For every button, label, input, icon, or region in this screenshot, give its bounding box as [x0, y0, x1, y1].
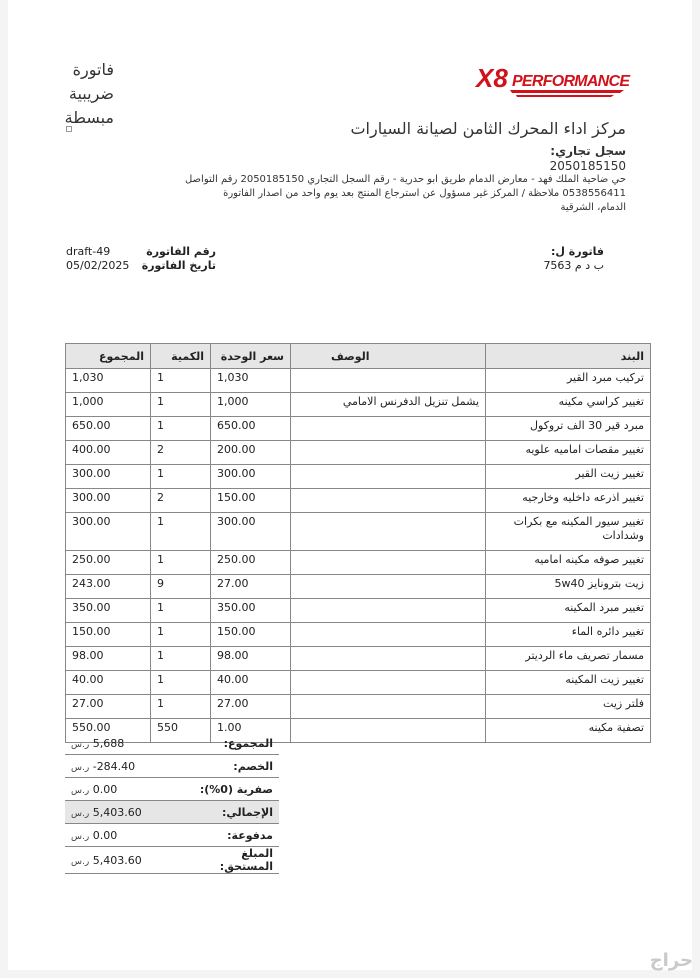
subtotal-value — [65, 732, 187, 755]
cell-unit-price: 1,000 — [211, 393, 291, 417]
invoice-number-label: رقم الفاتورة — [146, 245, 216, 258]
cell-item: تركيب مبرد القير — [486, 369, 651, 393]
cell-unit-price: 150.00 — [211, 489, 291, 513]
cell-item: مسمار تصريف ماء الرديتر — [486, 647, 651, 671]
tax-row — [65, 778, 279, 801]
subtotal-label: المجموع: — [187, 732, 279, 755]
cell-total: 400.00 — [66, 441, 151, 465]
invoice-number-value: draft-49 — [66, 245, 111, 258]
discount-value — [65, 755, 187, 778]
table-row — [66, 647, 651, 671]
cell-unit-price: 300.00 — [211, 465, 291, 489]
cell-unit-price: 40.00 — [211, 671, 291, 695]
cell-unit-price: 200.00 — [211, 441, 291, 465]
cell-qty: 9 — [151, 575, 211, 599]
cell-total: 300.00 — [66, 513, 151, 551]
cell-unit-price: 1,030 — [211, 369, 291, 393]
currency: ر.س — [71, 762, 90, 773]
cell-unit-price: 1.00 — [211, 719, 291, 743]
doc-title-line-3: مبسطة — [64, 108, 114, 127]
cell-item: مبرد قير 30 الف تروكول — [486, 417, 651, 441]
cell-total: 550.00 — [66, 719, 151, 743]
cell-item: تغيير زيت المكينه — [486, 671, 651, 695]
company-info — [66, 118, 626, 215]
currency: ر.س — [71, 808, 90, 819]
cell-qty: 1 — [151, 465, 211, 489]
cell-description — [291, 695, 486, 719]
cell-description — [291, 465, 486, 489]
table-row — [66, 369, 651, 393]
cell-qty: 1 — [151, 599, 211, 623]
subtotal-row — [65, 732, 279, 755]
cell-total: 243.00 — [66, 575, 151, 599]
cell-item: تغيير زيت القير — [486, 465, 651, 489]
header-qty: الكمية — [151, 344, 211, 369]
company-name: مركز اداء المحرك الثامن لصيانة السيارات — [350, 119, 626, 138]
cell-qty: 1 — [151, 647, 211, 671]
cr-label: سجل تجاري: — [550, 144, 626, 158]
cell-description — [291, 551, 486, 575]
bill-to-value: ب د م 7563 — [543, 259, 604, 272]
cell-description — [291, 441, 486, 465]
cell-description — [291, 513, 486, 551]
cell-qty: 1 — [151, 393, 211, 417]
table-row — [66, 599, 651, 623]
cell-qty: 1 — [151, 369, 211, 393]
cell-unit-price: 98.00 — [211, 647, 291, 671]
amount-due-value — [65, 847, 187, 874]
cell-qty: 1 — [151, 551, 211, 575]
invoice-page — [8, 0, 692, 970]
cell-qty: 2 — [151, 489, 211, 513]
cr-number: 2050185150 — [549, 159, 626, 173]
tax-label: صفرية (0%): — [187, 778, 279, 801]
invoice-date-label: تاريخ الفاتورة — [141, 259, 216, 272]
subtotal-amount: 5,688 — [92, 736, 125, 750]
address-line-3: الدمام، الشرقية — [560, 202, 626, 213]
cell-total: 300.00 — [66, 489, 151, 513]
items-table — [65, 343, 651, 743]
cell-unit-price: 27.00 — [211, 575, 291, 599]
paid-row — [65, 824, 279, 847]
grand-total-row — [65, 801, 279, 824]
cell-description — [291, 575, 486, 599]
cell-qty: 1 — [151, 623, 211, 647]
cell-item: تغيير كراسي مكينه — [486, 393, 651, 417]
doc-title-line-1: فاتورة — [72, 60, 114, 79]
cell-qty: 2 — [151, 441, 211, 465]
cell-total: 40.00 — [66, 671, 151, 695]
cell-qty: 1 — [151, 671, 211, 695]
header-unit-price: سعر الوحدة — [211, 344, 291, 369]
cell-total: 150.00 — [66, 623, 151, 647]
totals-table — [65, 732, 279, 874]
table-row — [66, 417, 651, 441]
x8-performance-logo — [474, 62, 634, 98]
header-total: المجموع — [66, 344, 151, 369]
header-description: الوصف — [291, 344, 486, 369]
cell-item: تغيير مبرد المكينه — [486, 599, 651, 623]
table-row — [66, 551, 651, 575]
currency: ر.س — [71, 831, 90, 842]
table-header-row — [66, 344, 651, 369]
svg-text:PERFORMANCE: PERFORMANCE — [512, 73, 630, 90]
cell-unit-price: 300.00 — [211, 513, 291, 551]
cell-description — [291, 599, 486, 623]
cell-unit-price: 150.00 — [211, 623, 291, 647]
currency: ر.س — [71, 856, 90, 867]
paid-amount: 0.00 — [92, 828, 118, 842]
cell-qty: 1 — [151, 417, 211, 441]
cell-item: تغيير دائره الماء — [486, 623, 651, 647]
bill-to — [454, 245, 604, 273]
address-line-2: 0538556411 ملاحظة / المركز غير مسؤول عن استرجاع المنتج بعد يوم واحد من اصدار الفاتورة — [223, 188, 626, 199]
amount-due-row — [65, 847, 279, 874]
cell-unit-price: 27.00 — [211, 695, 291, 719]
grand-total-label: الإجمالي: — [187, 801, 279, 824]
cell-description — [291, 719, 486, 743]
grand-total-amount: 5,403.60 — [92, 805, 142, 819]
table-row — [66, 393, 651, 417]
table-row — [66, 671, 651, 695]
table-row — [66, 513, 651, 551]
haraj-watermark: حراج — [649, 950, 693, 971]
discount-label: الخصم: — [187, 755, 279, 778]
svg-text:X8: X8 — [476, 63, 508, 93]
table-row — [66, 441, 651, 465]
currency: ر.س — [71, 785, 90, 796]
tax-amount: 0.00 — [92, 782, 118, 796]
cell-total: 1,000 — [66, 393, 151, 417]
cell-description — [291, 647, 486, 671]
cell-qty: 1 — [151, 513, 211, 551]
invoice-meta — [66, 245, 216, 273]
cell-total: 1,030 — [66, 369, 151, 393]
paid-label: مدفوعة: — [187, 824, 279, 847]
discount-row — [65, 755, 279, 778]
grand-total-value — [65, 801, 187, 824]
cell-qty: 550 — [151, 719, 211, 743]
cell-description — [291, 671, 486, 695]
cell-item: تصفية مكينه — [486, 719, 651, 743]
invoice-date-value: 05/02/2025 — [66, 259, 130, 272]
cell-description — [291, 489, 486, 513]
cell-description: يشمل تنزيل الدفرنس الامامي — [291, 393, 486, 417]
cell-description — [291, 369, 486, 393]
table-row — [66, 575, 651, 599]
amount-due-label: المبلغ المستحق: — [187, 847, 279, 874]
discount-amount: 284.40- — [92, 759, 136, 773]
cell-item: تغيير صوفه مكينه اماميه — [486, 551, 651, 575]
cell-item: تغيير سيور المكينه مع بكرات وشدادات — [486, 513, 651, 551]
cell-item: زيت بترونايز 5w40 — [486, 575, 651, 599]
table-row — [66, 465, 651, 489]
cell-total: 98.00 — [66, 647, 151, 671]
cell-item: فلتر زيت — [486, 695, 651, 719]
cell-description — [291, 623, 486, 647]
cell-total: 350.00 — [66, 599, 151, 623]
cell-total: 250.00 — [66, 551, 151, 575]
tax-value — [65, 778, 187, 801]
cell-total: 650.00 — [66, 417, 151, 441]
cell-qty: 1 — [151, 695, 211, 719]
table-row — [66, 489, 651, 513]
currency: ر.س — [71, 739, 90, 750]
cell-item: تغيير اذرعه داخليه وخارجيه — [486, 489, 651, 513]
amount-due-amount: 5,403.60 — [92, 853, 142, 867]
cell-unit-price: 250.00 — [211, 551, 291, 575]
bill-to-label: فاتورة ل: — [551, 245, 604, 258]
cell-total: 300.00 — [66, 465, 151, 489]
address-line-1: حي ضاحية الملك فهد - معارض الدمام طريق ابو حدرية - رقم السجل التجاري 2050185150 رقم التواصل — [184, 174, 626, 185]
cell-item: تغيير مقصات اماميه علويه — [486, 441, 651, 465]
table-row — [66, 695, 651, 719]
header-item: البند — [486, 344, 651, 369]
cell-unit-price: 650.00 — [211, 417, 291, 441]
cell-total: 27.00 — [66, 695, 151, 719]
table-row — [66, 623, 651, 647]
paid-value — [65, 824, 187, 847]
cell-description — [291, 417, 486, 441]
doc-title-line-2: ضريبية — [68, 84, 114, 103]
cell-unit-price: 350.00 — [211, 599, 291, 623]
